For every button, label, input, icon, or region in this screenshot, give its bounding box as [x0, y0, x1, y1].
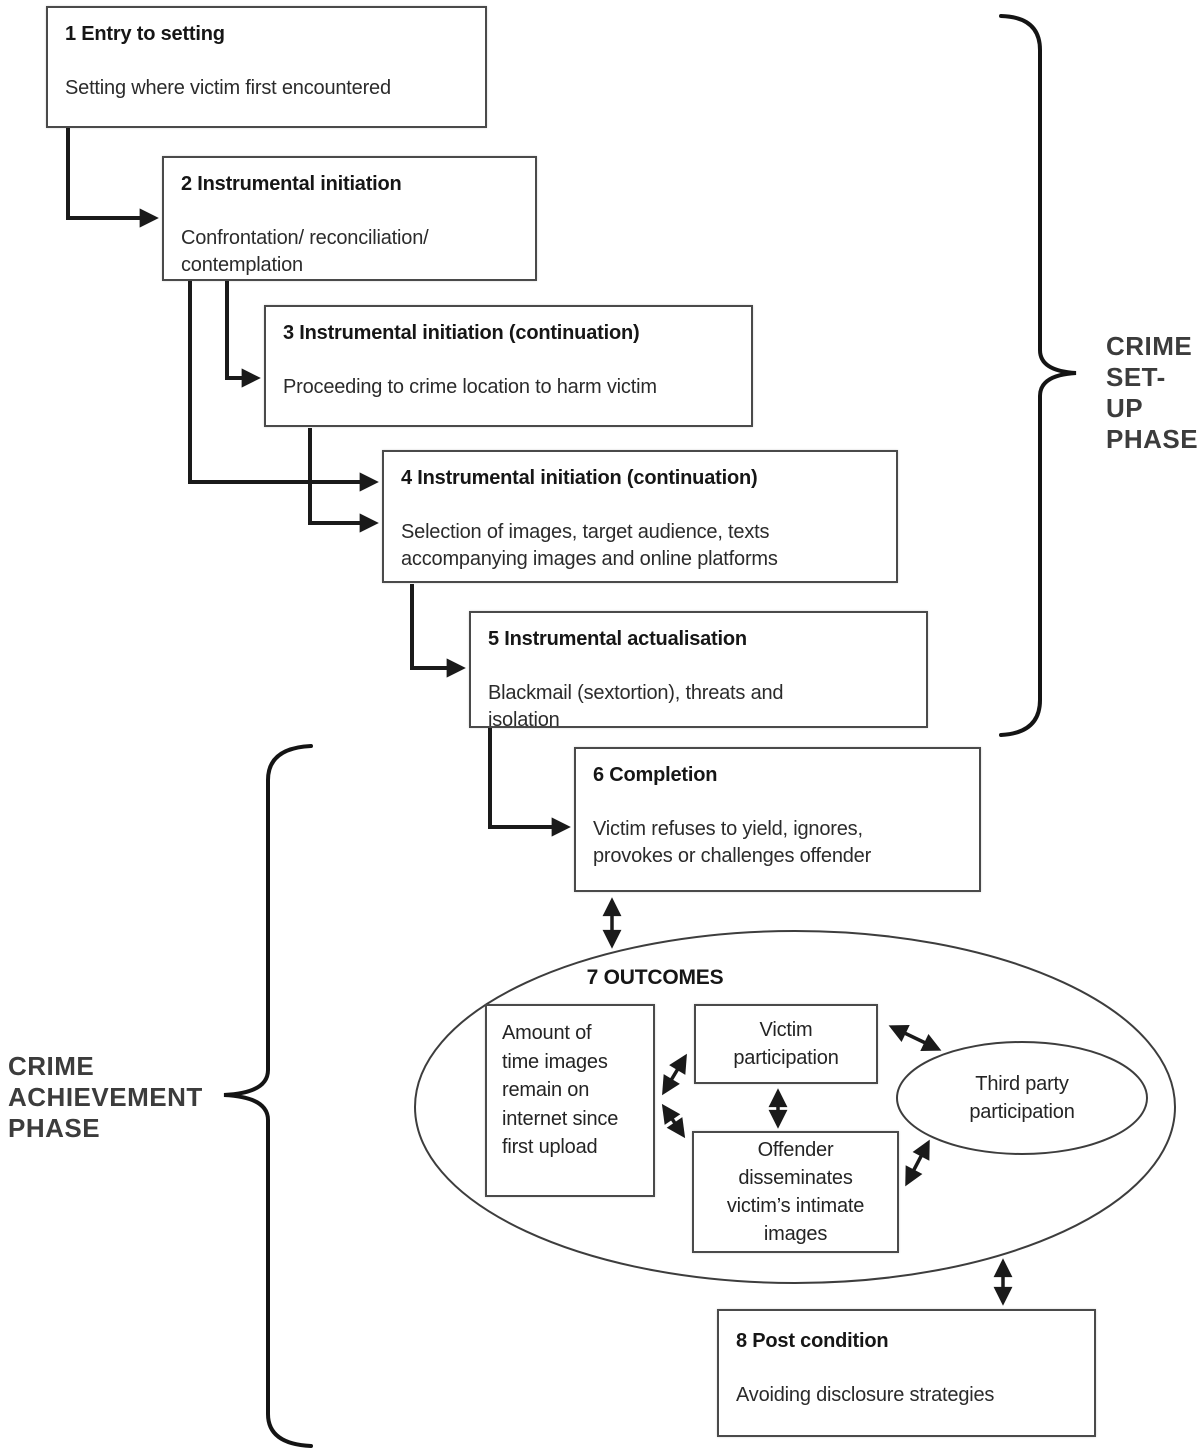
setup-phase-line-2: SET-UP: [1106, 362, 1166, 423]
time-on-internet-text: Amount of time images remain on internet since first upload: [502, 1022, 619, 1158]
third-party-participation-label: [947, 1058, 1097, 1138]
achievement-phase-line-1: CRIME: [8, 1051, 95, 1081]
crime-setup-phase-label: [1106, 331, 1200, 455]
step-8-body: Avoiding disclosure strategies: [736, 1384, 995, 1406]
arrow-step5-step6: [490, 728, 567, 827]
arrow-time-offender: [664, 1107, 683, 1135]
step-2-body: Confrontation/ reconciliation/ contemplation: [181, 227, 429, 276]
step-box-4-instrumental-initiation-continuation: [382, 450, 898, 583]
step-4-body: Selection of images, target audience, texts accompanying images and online platforms: [401, 521, 778, 570]
arrow-step2-step3: [227, 281, 257, 378]
step-3-body: Proceeding to crime location to harm victim: [283, 376, 657, 398]
step-box-2-instrumental-initiation: [162, 156, 537, 281]
step-1-body: Setting where victim first encountered: [65, 77, 391, 99]
arrow-step1-step2: [68, 128, 155, 218]
step-box-5-instrumental-actualisation: [469, 611, 928, 731]
step-5-title: 5 Instrumental actualisation: [488, 628, 747, 650]
setup-phase-brace: [1001, 16, 1076, 735]
arrow-victim-thirdparty: [892, 1027, 938, 1049]
offender-disseminates-box: [692, 1131, 899, 1253]
victim-participation-text: Victim participation: [733, 1019, 839, 1069]
step-box-3-instrumental-initiation-continuation: [264, 305, 753, 427]
step-box-8-post-condition: [717, 1309, 1096, 1437]
time-on-internet-box: [485, 1004, 655, 1197]
setup-phase-line-1: CRIME: [1106, 331, 1193, 361]
step-6-body: Victim refuses to yield, ignores, provokes or challenges offender: [593, 818, 872, 867]
step-box-1-entry-to-setting: [46, 6, 487, 128]
step-box-6-completion: [574, 747, 981, 892]
step-2-title: 2 Instrumental initiation: [181, 173, 402, 195]
step-4-title: 4 Instrumental initiation (continuation): [401, 467, 758, 489]
arrow-offender-thirdparty: [907, 1143, 928, 1183]
offender-disseminates-text: Offender disseminates victim’s intimate images: [726, 1139, 865, 1245]
step-5-body: Blackmail (sextortion), threats and isolation: [488, 682, 784, 731]
step-8-title: 8 Post condition: [736, 1330, 889, 1352]
achievement-phase-brace: [224, 746, 311, 1446]
step-6-title: 6 Completion: [593, 764, 718, 786]
arrow-step3-step4: [310, 428, 375, 523]
crime-achievement-phase-label: [8, 1051, 203, 1144]
step-3-title: 3 Instrumental initiation (continuation): [283, 322, 640, 344]
arrow-step4-step5: [412, 584, 462, 668]
achievement-phase-line-2: ACHIEVEMENT: [8, 1082, 203, 1112]
step-1-title: 1 Entry to setting: [65, 23, 225, 45]
third-party-participation-text: Third party participation: [969, 1073, 1075, 1123]
achievement-phase-line-3: PHASE: [8, 1113, 101, 1143]
outcomes-heading: 7 OUTCOMES: [586, 966, 724, 989]
victim-participation-box: [694, 1004, 878, 1084]
setup-phase-line-3: PHASE: [1106, 424, 1199, 454]
arrow-time-victim: [664, 1057, 685, 1092]
